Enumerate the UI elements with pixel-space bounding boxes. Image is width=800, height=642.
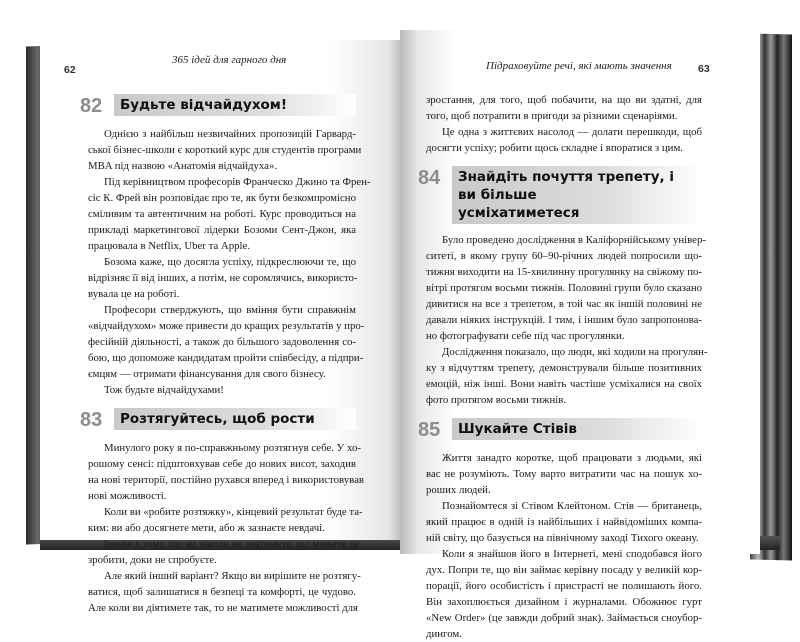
text-line: ємцям — отримати фінансування для свого бізнесу. [88,368,326,380]
text-line: но фотографувати себе під час прогулянки. [426,330,625,342]
section-title [114,94,356,116]
page-text [80,84,371,616]
text-line: рошому сенсі: підштовхував себе до нових висот, заходив [88,458,356,470]
text-line: досягти успіху; робити щось складне і впоратися з цим. [426,142,683,154]
text-line: емоцій, ніж інші. Вони навіть частіше усміхалися на своїх [426,378,702,390]
text-line: дингом. [426,628,462,640]
text-line: Однією з найбільш незвичайних пропозицій Гарвард- [104,128,356,140]
text-line: Коли я знайшов його в Інтернеті, мені сподобався його [442,548,702,560]
paragraph [88,536,360,568]
text-line: роших людей. [426,484,491,496]
text-line: нові можливості. [88,490,167,502]
text-line: на нові території, постійно рухався вперед і використовував [88,474,365,486]
text-line: Було проведено дослідження в Каліфорнійському універ- [442,234,706,246]
paragraph [426,450,702,498]
page-number: 63 [698,63,710,75]
paragraph [88,302,365,382]
text-line: Під керівництвом професорів Франческо Джино та Френ- [104,176,371,188]
section-number: 83 [80,409,103,431]
section-heading [418,418,702,442]
text-line: ку з відчуттям трепету, демонстрували більше позитивних [426,362,702,374]
text-line: ської бізнес-школи є короткий курс для студентів програми [88,144,362,156]
text-line: сміливим та автентичним на роботі. Курс проводиться на [88,208,356,220]
paragraph [426,124,702,156]
section-title-line: Розтягуйтесь, щоб рости [120,411,315,427]
left-page [40,40,402,614]
section-number: 82 [80,95,103,117]
paragraph [88,382,356,398]
section-title-line: Шукайте Стівів [458,421,577,437]
text-line: Професори стверджують, що вміння бути справжнім [104,304,356,316]
running-head: Підраховуйте речі, які мають значення [486,60,672,72]
text-line: «відчайдухом» може привести до кращих результатів у про- [88,320,365,332]
text-line: ким: ви або досягнете мети, або ж зазнаєте невдачі. [88,522,325,534]
paragraph [426,546,702,642]
text-line: ватися, щоб залишатися в безпеці та комфорті, це чудово. [88,586,356,598]
text-line: Іронія в тому, що ви ніколи не знатимете, що можете це [104,538,360,550]
section-title [452,418,702,440]
text-line: фесійній діяльності, а також до більшого задоволення со- [88,336,356,348]
text-line: того, щоб потрапити в пригоди за різними сценаріями. [426,110,678,122]
text-line: тижня виходити на 15-хвилинну прогулянку на свіжому по- [426,266,702,278]
page-number: 62 [64,64,76,76]
text-line: вас не розуміють. Тому варто витратити час на пошук хо- [426,468,702,480]
text-line: зробити, доки не спробуєте. [88,554,217,566]
text-line: Минулого року я по-справжньому розтягнув себе. У хо- [104,442,361,454]
paragraph [88,126,362,174]
text-line: прикладі маркетингової лідерки Бозоми Сент-Джон, яка [88,224,356,236]
paragraph [88,174,371,254]
text-line: вувала це на роботі. [88,288,180,300]
paragraph [88,568,361,616]
section-title-line: Будьте відчайдухом! [120,97,287,113]
section-number: 84 [418,167,441,189]
section-heading [80,408,356,432]
section-title [452,166,702,224]
text-line: Це одна з життєвих насолод — долати перешкоди, щоб [442,126,702,138]
text-line: який працює в одній із найбільших і найвідоміших компа- [426,516,702,528]
text-line: ній світу, що базується на північному заході Тихого океану. [426,532,699,544]
paragraph [426,498,702,546]
running-head: 365 ідей для гарного дня [172,54,287,66]
text-line: дивитися на все з трепетом, в той час як іншій половині не [426,298,702,310]
text-line: вітрі протягом восьми тижнів. Половині групи було сказано [426,282,702,294]
text-line: Дослідження показало, що люди, які ходили на прогулян- [442,346,708,358]
section-title [114,408,356,430]
paragraph [426,232,706,344]
section-heading [418,166,702,224]
text-line: Тож будьте відчайдухами! [104,384,224,396]
text-line: MBA під назвою «Анатомія відчайдуха». [88,160,278,172]
text-line: порації, його особистість і пристрасті не полишають його. [426,580,702,592]
text-line: зростання, для того, щоб побачити, на що ви здатні, для [426,94,702,106]
text-line: давали ніяких інструкцій. І тим, і іншим було запропонова- [426,314,702,326]
section-title-line: усміхатиметеся [458,205,580,221]
section-title-line: Знайдіть почуття трепету, і ви більше [458,169,674,203]
paragraph [426,344,708,408]
text-line: Він захоплюється дизайном і журналами. Обожнює гурт [426,596,702,608]
text-line: Коли ви «робите розтяжку», кінцевий результат буде та- [104,506,363,518]
section-number: 85 [418,419,441,441]
text-line: «New Order» (це завжди добрий знак). Займається сноубор- [426,612,702,624]
text-line: сіс К. Фрей він розповідає про те, як бути безкомпромісно [88,192,356,204]
text-line: ситеті, в якому групу 60–90-річних людей попросили що- [426,250,702,262]
text-line: Бозома каже, що досягла успіху, підкреслюючи те, що [104,256,356,268]
text-line: відрізняє її від інших, а потім, не соромлячись, використо- [88,272,358,284]
text-line: Але який інший варіант? Якщо ви вирішите не розтягу- [104,570,361,582]
text-line: дух. Попри те, що він займає керівну посаду у великій кор- [426,564,702,576]
page-text [418,92,708,642]
text-line: Познайомтеся зі Стівом Клейтоном. Стів — британець, [442,500,702,512]
text-line: Життя занадто коротке, щоб працювати з людьми, які [442,452,702,464]
text-line: фото протягом восьми тижнів. [426,394,567,406]
paragraph [88,440,365,504]
text-line: Але коли ви діятимете так, то не матимете можливості для [88,602,359,614]
paragraph [88,254,356,302]
right-page [400,30,760,640]
text-line: працювала в Netflix, Uber та Apple. [88,240,251,252]
section-heading [80,94,356,118]
paragraph [426,92,702,124]
paragraph [88,504,363,536]
text-line: бою, що допоможе кандидатам пройти співбесіду, а підпри- [88,352,364,364]
